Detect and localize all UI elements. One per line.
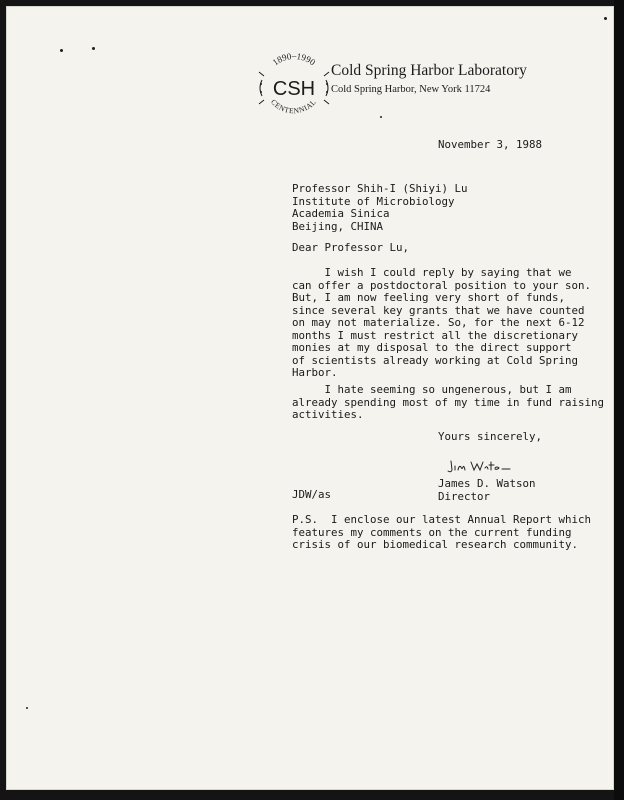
seal-word: CENTENNIAL: [269, 97, 318, 116]
signer-block: [438, 478, 536, 503]
reference-initials: JDW/as: [292, 488, 332, 501]
text-line: monies at my disposal to the direct support: [292, 341, 572, 354]
text-line: can offer a postdoctoral position to your son.: [292, 278, 592, 292]
text-line: on may not materialize. So, for the next 6-12: [292, 316, 585, 329]
seal-years: 1890–1990: [270, 51, 318, 68]
address-line: Academia Sinica: [292, 207, 390, 220]
body-paragraph-2: [292, 384, 604, 422]
paper-speck: [26, 707, 28, 709]
signer-name: James D. Watson: [438, 477, 536, 490]
text-line: Harbor.: [292, 366, 338, 379]
text-line: I hate seeming so ungenerous, but I am: [292, 383, 572, 396]
salutation: Dear Professor Lu,: [292, 241, 410, 254]
text-line: already spending most of my time in fund raising: [292, 395, 605, 409]
address-line: Institute of Microbiology: [292, 194, 455, 208]
csh-centennial-seal-logo: [256, 50, 332, 126]
postscript: [292, 514, 591, 552]
seal-initials: CSH: [272, 78, 316, 100]
text-line: since several key grants that we have counted: [292, 303, 585, 317]
address-line: Professor Shih-I (Shiyi) Lu: [292, 182, 468, 195]
scan-border: [614, 0, 624, 800]
address-line: Beijing, CHINA: [292, 219, 384, 233]
organization-address: Cold Spring Harbor, New York 11724: [331, 84, 491, 95]
text-line: of scientists already working at Cold Spring: [292, 353, 579, 367]
text-line: features my comments on the current funding: [292, 525, 572, 539]
paper-speck: [92, 47, 95, 50]
closing: Yours sincerely,: [438, 430, 543, 443]
paper-speck: [380, 116, 382, 118]
text-line: P.S. I enclose our latest Annual Report which: [292, 513, 592, 526]
handwritten-signature: [447, 458, 513, 474]
svg-text:1890–1990: [271, 51, 318, 68]
body-paragraph-1: [292, 267, 591, 380]
letter-date: November 3, 1988: [438, 138, 543, 151]
text-line: But, I am now feeling very short of funds,: [292, 291, 566, 304]
organization-name: Cold Spring Harbor Laboratory: [331, 62, 527, 79]
svg-text:CENTENNIAL: [269, 97, 318, 115]
text-line: crisis of our biomedical research community.: [292, 538, 579, 551]
signer-title: Director: [438, 489, 491, 503]
recipient-address: [292, 183, 468, 233]
text-line: activities.: [292, 408, 364, 421]
paper-speck: [604, 17, 607, 20]
text-line: I wish I could reply by saying that we: [292, 266, 572, 279]
paper-speck: [60, 49, 63, 52]
text-line: months I must restrict all the discretionary: [292, 328, 579, 342]
